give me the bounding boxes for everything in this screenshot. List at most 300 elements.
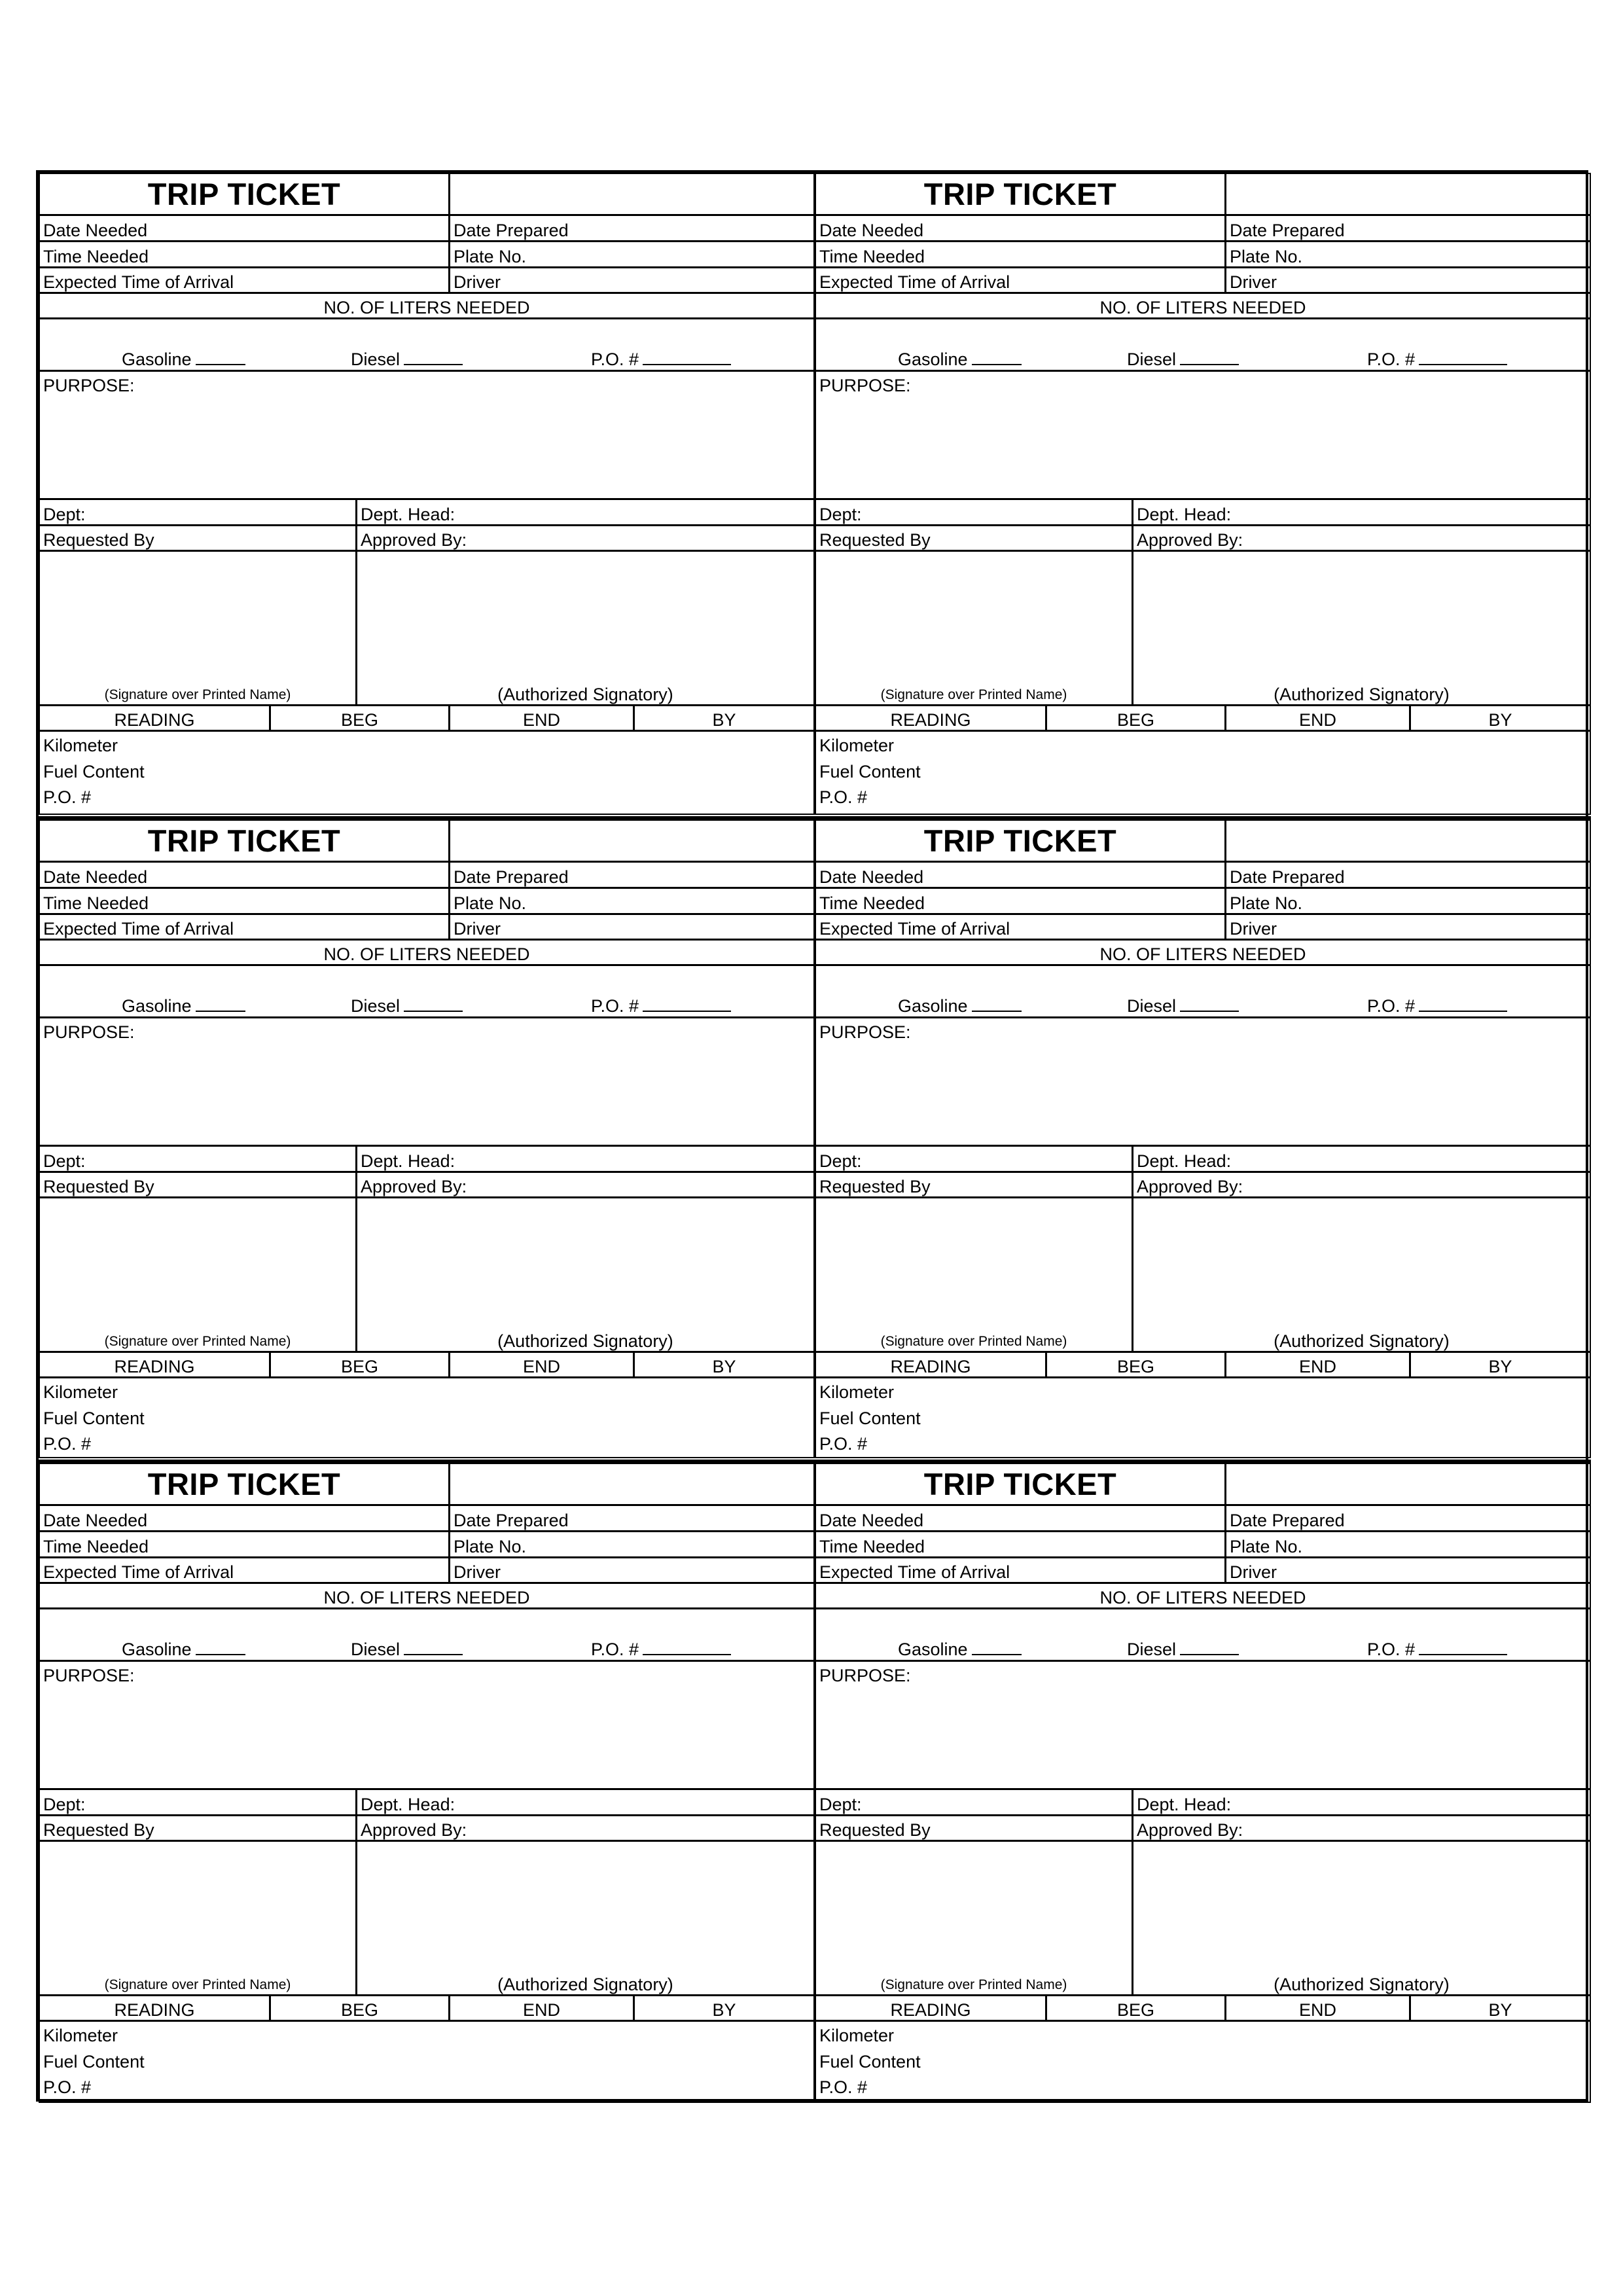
time-needed-label: Time Needed xyxy=(819,1537,925,1556)
eta-row xyxy=(40,1558,813,1584)
date-prepared-label: Date Prepared xyxy=(454,221,569,240)
date-needed-label: Date Needed xyxy=(43,1511,148,1530)
reading-header-cell xyxy=(816,1996,1045,2020)
reading-label: READING xyxy=(114,710,195,730)
date-row xyxy=(40,1506,813,1532)
purpose-label: PURPOSE: xyxy=(819,1666,911,1685)
requester-signature-box[interactable] xyxy=(816,552,1132,704)
diesel-field[interactable] xyxy=(1127,996,1239,1015)
end-label: END xyxy=(522,1357,560,1376)
signature-printed-label: (Signature over Printed Name) xyxy=(880,1334,1067,1349)
trip-ticket-2 xyxy=(815,173,1591,815)
po-hash-label: P.O. # xyxy=(591,996,639,1016)
dept-row xyxy=(816,1790,1590,1816)
gasoline-label: Gasoline xyxy=(898,350,968,369)
diesel-field[interactable] xyxy=(351,1640,463,1659)
by-header-cell xyxy=(633,1353,813,1376)
purpose-label: PURPOSE: xyxy=(43,1666,135,1685)
dept-head-label: Dept. Head: xyxy=(1137,505,1232,524)
approved-by-field[interactable] xyxy=(1132,1816,1590,1840)
by-header-cell xyxy=(633,706,813,730)
requester-signature-box[interactable] xyxy=(40,1198,355,1351)
reading-label: READING xyxy=(890,2000,971,2020)
reading-values[interactable] xyxy=(40,1378,813,1457)
fuel-row xyxy=(40,319,813,372)
trip-ticket-6 xyxy=(815,1460,1591,2103)
date-needed-label: Date Needed xyxy=(819,867,924,887)
po-field[interactable] xyxy=(1367,1640,1507,1659)
plate-no-field[interactable] xyxy=(448,1532,813,1556)
dept-label: Dept: xyxy=(43,1151,86,1171)
eta-row xyxy=(40,268,813,294)
by-header-cell xyxy=(1409,1353,1590,1376)
approver-signature-box[interactable] xyxy=(355,1842,813,1994)
diesel-label: Diesel xyxy=(1127,1640,1177,1659)
ticket-number-field[interactable] xyxy=(1224,174,1590,214)
date-prepared-label: Date Prepared xyxy=(454,867,569,887)
signature-printed-label: (Signature over Printed Name) xyxy=(104,1977,291,1992)
eta-row xyxy=(816,915,1590,941)
request-row xyxy=(816,1173,1590,1198)
purpose-label: PURPOSE: xyxy=(819,1022,911,1042)
plate-no-label: Plate No. xyxy=(1230,247,1303,266)
liters-header-row xyxy=(40,941,813,966)
fuel-row xyxy=(816,319,1590,372)
reading-header-cell xyxy=(40,1996,269,2020)
liters-needed-label: NO. OF LITERS NEEDED xyxy=(323,944,530,964)
driver-field[interactable] xyxy=(448,268,813,292)
date-prepared-label: Date Prepared xyxy=(1230,221,1345,240)
dept-row xyxy=(40,1790,813,1816)
po-label: P.O. # xyxy=(43,2077,92,2097)
ticket-header-row xyxy=(40,1464,813,1506)
liters-header-row xyxy=(816,941,1590,966)
fuel-content-label: Fuel Content xyxy=(819,762,921,781)
trip-ticket-1 xyxy=(39,173,815,815)
ticket-number-field[interactable] xyxy=(448,1464,813,1504)
end-header-cell xyxy=(1224,706,1409,730)
ticket-header-row xyxy=(816,1464,1590,1506)
plate-no-label: Plate No. xyxy=(454,247,527,266)
po-hash-label: P.O. # xyxy=(1367,350,1416,369)
requested-by-label: Requested By xyxy=(43,530,154,550)
end-label: END xyxy=(1298,710,1336,730)
gasoline-label: Gasoline xyxy=(122,996,192,1016)
by-label: BY xyxy=(712,1357,736,1376)
reading-values[interactable] xyxy=(40,732,813,814)
reading-values[interactable] xyxy=(816,732,1590,814)
dept-label: Dept: xyxy=(819,1795,862,1814)
eta-label: Expected Time of Arrival xyxy=(819,1562,1010,1582)
authorized-signatory-label: (Authorized Signatory) xyxy=(497,685,673,704)
plate-no-label: Plate No. xyxy=(454,1537,527,1556)
reading-header-row xyxy=(40,1996,813,2022)
po-field[interactable] xyxy=(591,996,731,1015)
ticket-number-field[interactable] xyxy=(448,174,813,214)
date-prepared-label: Date Prepared xyxy=(454,1511,569,1530)
liters-header-row xyxy=(816,294,1590,319)
driver-field[interactable] xyxy=(1224,1558,1590,1582)
po-hash-label: P.O. # xyxy=(591,350,639,369)
date-prepared-field[interactable] xyxy=(448,863,813,887)
liters-header-row xyxy=(40,294,813,319)
purpose-label: PURPOSE: xyxy=(43,376,135,395)
approver-signature-box[interactable] xyxy=(355,1198,813,1351)
signature-row xyxy=(40,1198,813,1353)
po-hash-label: P.O. # xyxy=(1367,996,1416,1016)
beg-header-cell xyxy=(269,1996,448,2020)
requester-signature-box[interactable] xyxy=(40,552,355,704)
dept-head-field[interactable] xyxy=(355,500,813,524)
date-row xyxy=(816,1506,1590,1532)
gasoline-label: Gasoline xyxy=(898,996,968,1016)
plate-no-label: Plate No. xyxy=(1230,1537,1303,1556)
ticket-title: TRIP TICKET xyxy=(923,1467,1117,1501)
dept-row xyxy=(816,500,1590,526)
driver-label: Driver xyxy=(454,919,501,939)
time-row xyxy=(40,889,813,915)
driver-field[interactable] xyxy=(448,915,813,939)
eta-label: Expected Time of Arrival xyxy=(819,272,1010,292)
date-needed-label: Date Needed xyxy=(43,221,148,240)
eta-row xyxy=(40,915,813,941)
date-needed-label: Date Needed xyxy=(819,1511,924,1530)
ticket-title: TRIP TICKET xyxy=(147,823,341,858)
signature-row xyxy=(816,552,1590,706)
purpose-row[interactable] xyxy=(40,372,813,500)
reading-label: READING xyxy=(890,710,971,730)
end-label: END xyxy=(1298,2000,1336,2020)
time-row xyxy=(816,889,1590,915)
end-header-cell xyxy=(448,1353,633,1376)
dept-head-label: Dept. Head: xyxy=(1137,1795,1232,1814)
plate-no-label: Plate No. xyxy=(1230,893,1303,913)
authorized-signatory-label: (Authorized Signatory) xyxy=(1274,1975,1450,1994)
ticket-header-row xyxy=(816,174,1590,216)
reading-header-row xyxy=(816,1996,1590,2022)
reading-header-row xyxy=(816,1353,1590,1378)
authorized-signatory-label: (Authorized Signatory) xyxy=(1274,685,1450,704)
approved-by-label: Approved By: xyxy=(1137,1177,1243,1196)
by-label: BY xyxy=(1488,710,1512,730)
date-prepared-label: Date Prepared xyxy=(1230,1511,1345,1530)
driver-label: Driver xyxy=(1230,1562,1277,1582)
authorized-signatory-label: (Authorized Signatory) xyxy=(1274,1331,1450,1351)
request-row xyxy=(40,1816,813,1842)
reading-label: READING xyxy=(890,1357,971,1376)
requested-by-label: Requested By xyxy=(43,1177,154,1196)
beg-label: BEG xyxy=(340,710,379,730)
request-row xyxy=(816,1816,1590,1842)
kilometer-label: Kilometer xyxy=(43,1382,118,1402)
gasoline-label: Gasoline xyxy=(122,1640,192,1659)
approved-by-label: Approved By: xyxy=(361,1820,467,1840)
diesel-field[interactable] xyxy=(1127,350,1239,368)
approved-by-field[interactable] xyxy=(355,526,813,550)
date-prepared-label: Date Prepared xyxy=(1230,867,1345,887)
requested-by-label: Requested By xyxy=(819,530,931,550)
beg-header-cell xyxy=(269,1353,448,1376)
approver-signature-box[interactable] xyxy=(355,552,813,704)
eta-label: Expected Time of Arrival xyxy=(43,919,234,939)
liters-needed-label: NO. OF LITERS NEEDED xyxy=(323,298,530,317)
kilometer-label: Kilometer xyxy=(819,1382,895,1402)
by-header-cell xyxy=(1409,706,1590,730)
plate-no-label: Plate No. xyxy=(454,893,527,913)
approved-by-label: Approved By: xyxy=(1137,1820,1243,1840)
approver-signature-box[interactable] xyxy=(1132,1198,1590,1351)
time-needed-label: Time Needed xyxy=(43,247,149,266)
by-label: BY xyxy=(712,710,736,730)
date-prepared-field[interactable] xyxy=(1224,216,1590,240)
ticket-number-field[interactable] xyxy=(1224,821,1590,861)
gasoline-field[interactable] xyxy=(122,996,245,1015)
requested-by-label: Requested By xyxy=(819,1820,931,1840)
signature-printed-label: (Signature over Printed Name) xyxy=(104,687,291,702)
fuel-row xyxy=(816,1609,1590,1662)
approved-by-field[interactable] xyxy=(355,1816,813,1840)
po-label: P.O. # xyxy=(819,1434,868,1454)
driver-label: Driver xyxy=(454,1562,501,1582)
signature-printed-label: (Signature over Printed Name) xyxy=(880,1977,1067,1992)
signature-printed-label: (Signature over Printed Name) xyxy=(880,687,1067,702)
dept-head-label: Dept. Head: xyxy=(361,1151,455,1171)
purpose-row[interactable] xyxy=(816,1018,1590,1147)
driver-label: Driver xyxy=(1230,919,1277,939)
date-row xyxy=(816,863,1590,889)
request-row xyxy=(40,1173,813,1198)
reading-values[interactable] xyxy=(816,1378,1590,1457)
po-field[interactable] xyxy=(1367,350,1507,368)
ticket-title: TRIP TICKET xyxy=(147,177,341,211)
dept-head-label: Dept. Head: xyxy=(1137,1151,1232,1171)
dept-head-field[interactable] xyxy=(355,1147,813,1171)
reading-values[interactable] xyxy=(816,2022,1590,2102)
authorized-signatory-label: (Authorized Signatory) xyxy=(497,1975,673,1994)
liters-needed-label: NO. OF LITERS NEEDED xyxy=(1099,298,1306,317)
requester-signature-box[interactable] xyxy=(816,1842,1132,1994)
time-row xyxy=(40,1532,813,1558)
by-label: BY xyxy=(1488,1357,1512,1376)
approver-signature-box[interactable] xyxy=(1132,1842,1590,1994)
po-label: P.O. # xyxy=(43,1434,92,1454)
beg-label: BEG xyxy=(340,1357,379,1376)
time-row xyxy=(40,242,813,268)
fuel-row xyxy=(40,966,813,1018)
plate-no-field[interactable] xyxy=(448,242,813,266)
beg-label: BEG xyxy=(340,2000,379,2020)
fuel-content-label: Fuel Content xyxy=(819,1408,921,1428)
eta-label: Expected Time of Arrival xyxy=(819,919,1010,939)
ticket-title: TRIP TICKET xyxy=(147,1467,341,1501)
gasoline-field[interactable] xyxy=(898,1640,1022,1659)
reading-header-cell xyxy=(40,706,269,730)
signature-row xyxy=(816,1198,1590,1353)
approved-by-field[interactable] xyxy=(355,1173,813,1196)
gasoline-label: Gasoline xyxy=(898,1640,968,1659)
approved-by-field[interactable] xyxy=(1132,526,1590,550)
driver-field[interactable] xyxy=(1224,915,1590,939)
trip-ticket-3 xyxy=(39,816,815,1458)
plate-no-field[interactable] xyxy=(1224,1532,1590,1556)
po-field[interactable] xyxy=(591,350,731,368)
time-row xyxy=(816,1532,1590,1558)
reading-label: READING xyxy=(114,1357,195,1376)
end-header-cell xyxy=(448,1996,633,2020)
date-needed-label: Date Needed xyxy=(819,221,924,240)
po-label: P.O. # xyxy=(819,787,868,807)
approved-by-label: Approved By: xyxy=(1137,530,1243,550)
time-needed-label: Time Needed xyxy=(43,1537,149,1556)
end-label: END xyxy=(1298,1357,1336,1376)
kilometer-label: Kilometer xyxy=(819,736,895,755)
by-label: BY xyxy=(1488,2000,1512,2020)
reading-header-row xyxy=(40,706,813,732)
date-prepared-field[interactable] xyxy=(448,1506,813,1530)
gasoline-field[interactable] xyxy=(122,350,245,368)
fuel-content-label: Fuel Content xyxy=(43,2052,145,2072)
by-header-cell xyxy=(633,1996,813,2020)
signature-row xyxy=(40,1842,813,1996)
po-field[interactable] xyxy=(1367,996,1507,1015)
diesel-label: Diesel xyxy=(351,996,401,1016)
po-field[interactable] xyxy=(591,1640,731,1659)
date-row xyxy=(816,216,1590,242)
reading-header-row xyxy=(816,706,1590,732)
eta-row xyxy=(816,268,1590,294)
dept-label: Dept: xyxy=(43,1795,86,1814)
plate-no-field[interactable] xyxy=(448,889,813,913)
dept-row xyxy=(40,1147,813,1173)
driver-label: Driver xyxy=(454,272,501,292)
trip-ticket-5 xyxy=(39,1460,815,2103)
dept-head-field[interactable] xyxy=(1132,1147,1590,1171)
signature-printed-label: (Signature over Printed Name) xyxy=(104,1334,291,1349)
date-needed-label: Date Needed xyxy=(43,867,148,887)
requester-signature-box[interactable] xyxy=(816,1198,1132,1351)
dept-label: Dept: xyxy=(819,505,862,524)
by-label: BY xyxy=(712,2000,736,2020)
driver-field[interactable] xyxy=(448,1558,813,1582)
end-header-cell xyxy=(1224,1996,1409,2020)
approved-by-label: Approved By: xyxy=(361,530,467,550)
trip-ticket-4 xyxy=(815,816,1591,1458)
dept-head-field[interactable] xyxy=(1132,1790,1590,1814)
end-label: END xyxy=(522,710,560,730)
date-prepared-field[interactable] xyxy=(448,216,813,240)
date-row xyxy=(40,216,813,242)
diesel-label: Diesel xyxy=(351,1640,401,1659)
po-hash-label: P.O. # xyxy=(591,1640,639,1659)
diesel-label: Diesel xyxy=(1127,350,1177,369)
date-prepared-field[interactable] xyxy=(1224,1506,1590,1530)
dept-head-label: Dept. Head: xyxy=(361,1795,455,1814)
purpose-row[interactable] xyxy=(816,1662,1590,1790)
purpose-label: PURPOSE: xyxy=(43,1022,135,1042)
beg-header-cell xyxy=(1045,1353,1224,1376)
fuel-content-label: Fuel Content xyxy=(43,1408,145,1428)
dept-head-field[interactable] xyxy=(355,1790,813,1814)
plate-no-field[interactable] xyxy=(1224,889,1590,913)
ticket-header-row xyxy=(816,821,1590,863)
request-row xyxy=(40,526,813,552)
requested-by-label: Requested By xyxy=(43,1820,154,1840)
po-label: P.O. # xyxy=(43,787,92,807)
time-needed-label: Time Needed xyxy=(43,893,149,913)
ticket-title: TRIP TICKET xyxy=(923,823,1117,858)
gasoline-field[interactable] xyxy=(898,996,1022,1015)
requester-signature-box[interactable] xyxy=(40,1842,355,1994)
end-header-cell xyxy=(448,706,633,730)
ticket-header-row xyxy=(40,174,813,216)
gasoline-label: Gasoline xyxy=(122,350,192,369)
end-label: END xyxy=(522,2000,560,2020)
plate-no-field[interactable] xyxy=(1224,242,1590,266)
ticket-number-field[interactable] xyxy=(448,821,813,861)
gasoline-field[interactable] xyxy=(122,1640,245,1659)
liters-needed-label: NO. OF LITERS NEEDED xyxy=(323,1588,530,1607)
fuel-content-label: Fuel Content xyxy=(819,2052,921,2072)
beg-header-cell xyxy=(1045,1996,1224,2020)
beg-header-cell xyxy=(1045,706,1224,730)
driver-field[interactable] xyxy=(1224,268,1590,292)
purpose-label: PURPOSE: xyxy=(819,376,911,395)
dept-head-field[interactable] xyxy=(1132,500,1590,524)
purpose-row[interactable] xyxy=(816,372,1590,500)
trip-ticket-sheet xyxy=(36,170,1588,2102)
liters-needed-label: NO. OF LITERS NEEDED xyxy=(1099,1588,1306,1607)
reading-header-cell xyxy=(40,1353,269,1376)
date-prepared-field[interactable] xyxy=(1224,863,1590,887)
po-label: P.O. # xyxy=(819,2077,868,2097)
approver-signature-box[interactable] xyxy=(1132,552,1590,704)
beg-label: BEG xyxy=(1116,710,1155,730)
ticket-title: TRIP TICKET xyxy=(923,177,1117,211)
authorized-signatory-label: (Authorized Signatory) xyxy=(497,1331,673,1351)
beg-label: BEG xyxy=(1116,1357,1155,1376)
gasoline-field[interactable] xyxy=(898,350,1022,368)
fuel-row xyxy=(40,1609,813,1662)
time-needed-label: Time Needed xyxy=(819,247,925,266)
approved-by-field[interactable] xyxy=(1132,1173,1590,1196)
fuel-row xyxy=(816,966,1590,1018)
approved-by-label: Approved By: xyxy=(361,1177,467,1196)
dept-head-label: Dept. Head: xyxy=(361,505,455,524)
reading-values[interactable] xyxy=(40,2022,813,2102)
diesel-field[interactable] xyxy=(1127,1640,1239,1659)
diesel-label: Diesel xyxy=(351,350,401,369)
purpose-row[interactable] xyxy=(40,1018,813,1147)
diesel-field[interactable] xyxy=(351,996,463,1015)
requested-by-label: Requested By xyxy=(819,1177,931,1196)
ticket-number-field[interactable] xyxy=(1224,1464,1590,1504)
kilometer-label: Kilometer xyxy=(819,2026,895,2045)
purpose-row[interactable] xyxy=(40,1662,813,1790)
diesel-label: Diesel xyxy=(1127,996,1177,1016)
end-header-cell xyxy=(1224,1353,1409,1376)
diesel-field[interactable] xyxy=(351,350,463,368)
by-header-cell xyxy=(1409,1996,1590,2020)
reading-header-cell xyxy=(816,1353,1045,1376)
eta-label: Expected Time of Arrival xyxy=(43,1562,234,1582)
kilometer-label: Kilometer xyxy=(43,736,118,755)
liters-header-row xyxy=(40,1584,813,1609)
dept-row xyxy=(816,1147,1590,1173)
request-row xyxy=(816,526,1590,552)
signature-row xyxy=(816,1842,1590,1996)
fuel-content-label: Fuel Content xyxy=(43,762,145,781)
dept-row xyxy=(40,500,813,526)
